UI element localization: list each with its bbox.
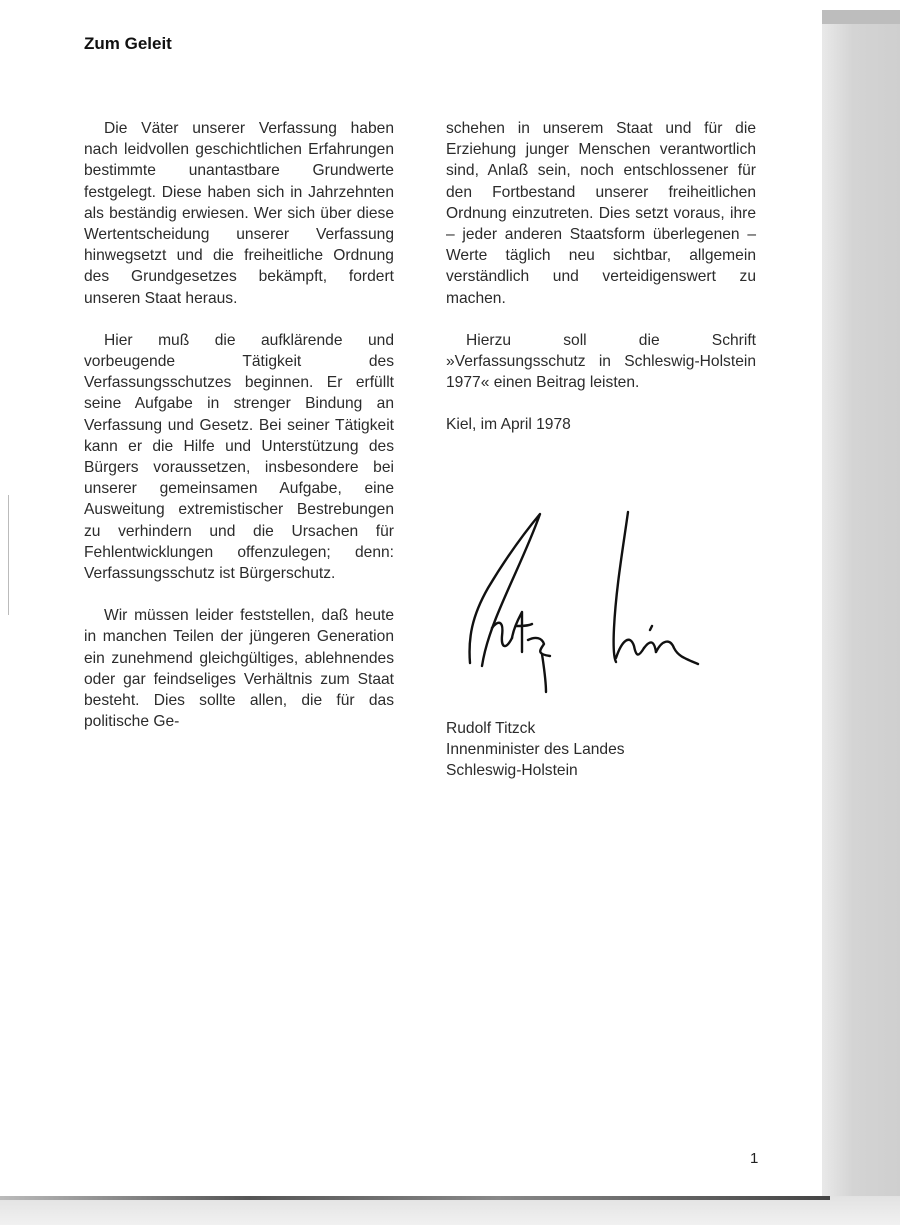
page-heading: Zum Geleit — [84, 34, 172, 53]
place-date: Kiel, im April 1978 — [446, 416, 571, 434]
page-edge-shadow — [822, 10, 900, 1200]
scan-mark — [8, 495, 9, 615]
page-bottom-edge — [0, 1196, 900, 1225]
right-column — [446, 118, 756, 457]
signatory-title: Innenminister des Landes — [446, 741, 625, 759]
paragraph: Die Väter unserer Verfassung haben nach leidvollen geschichtlichen Erfahrungen bestimmte unantastbare Grundwerte festgelegt. Diese haben sich in Jahrzehnten als beständig erwiesen. Wer sich über diese Wertentscheidung unserer Verfassung hinwegsetzt und die freiheitliche Ordnung des Grundgesetzes bekämpft, fordert unseren Staat heraus. — [84, 120, 394, 307]
page-edge-top — [822, 10, 900, 24]
page-number: 1 — [750, 1150, 759, 1167]
handwritten-signature — [458, 508, 708, 698]
signatory-name: Rudolf Titzck — [446, 720, 536, 737]
paragraph: Hierzu soll die Schrift »Verfassungsschutz in Schleswig-Holstein 1977« einen Beitrag leisten. — [446, 331, 756, 392]
signature-block — [446, 718, 625, 782]
paragraph: Wir müssen leider feststellen, daß heute in manchen Teilen der jüngeren Generation ein zunehmend gleichgültiges, ablehnendes oder gar feindseliges Verhältnis zum Staat besteht. Dies sollte allen, die für das politische Ge- — [84, 607, 394, 731]
page-bottom-line — [0, 1196, 830, 1200]
paragraph: schehen in unserem Staat und für die Erziehung junger Menschen verantwortlich sind, Anlaß sein, noch entschlossener für den Fortbestand unserer freiheitlichen Ordnung einzutreten. Dies setzt voraus, ihre – jeder anderen Staatsform überlegenen – Werte täglich neu sichtbar, allgemein verständlich und verteidigenswert zu machen. — [446, 120, 756, 307]
left-column — [84, 118, 394, 753]
paragraph: Hier muß die aufklärende und vorbeugende Tätigkeit des Verfassungsschutzes beginnen. Er erfüllt seine Aufgabe in strenger Bindung an Verfassung und Gesetz. Bei seiner Tätigkeit kann er die Hilfe und Unterstützung des Bürgers voraussetzen, insbesondere bei unserer gemeinsamen Aufgabe, eine Ausweitung extremistischer Bestrebungen zu verhindern und die Ursachen für Fehlentwicklungen offenzulegen; denn: Verfassungsschutz ist Bürgerschutz. — [84, 331, 394, 583]
signatory-state: Schleswig-Holstein — [446, 762, 578, 780]
